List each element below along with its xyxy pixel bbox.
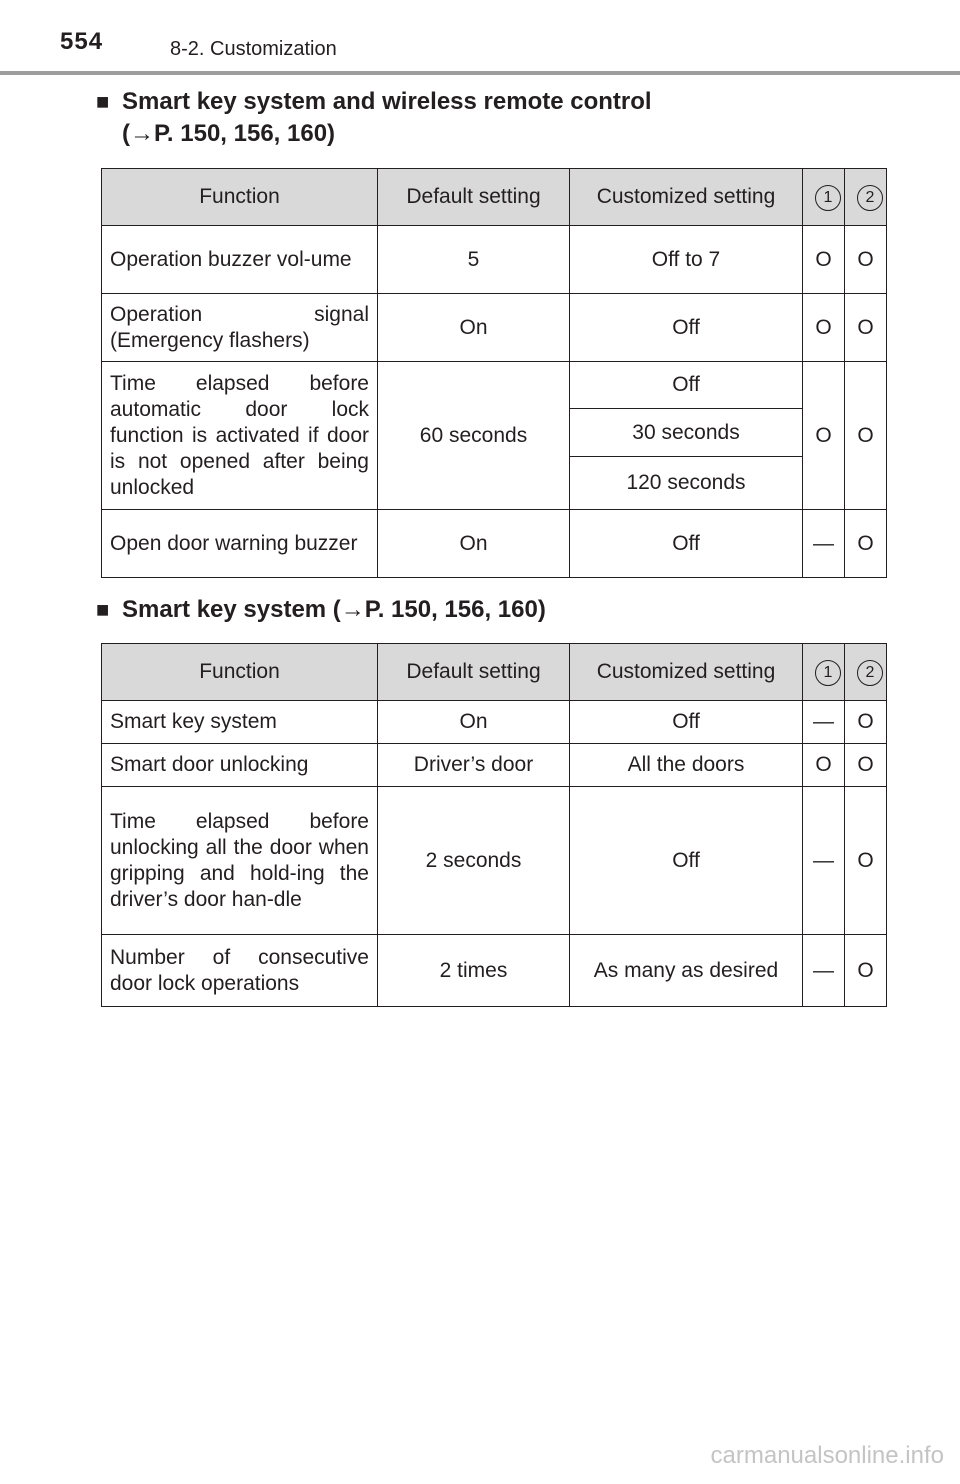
- row-function: Smart key system: [102, 701, 378, 744]
- row-col-2: O: [845, 787, 887, 935]
- smart-key-settings-table: [101, 643, 887, 1007]
- table-row: [102, 362, 887, 409]
- row-function: Number of consecutive door lock operations: [102, 935, 378, 1007]
- table-row: [102, 787, 887, 935]
- row-function: Operation buzzer vol-ume: [102, 226, 378, 294]
- circled-two-icon: 2: [857, 185, 883, 211]
- chapter-title: 8-2. Customization: [170, 38, 337, 60]
- row-default: On: [378, 294, 570, 362]
- row-default: On: [378, 510, 570, 578]
- row-col-1: —: [803, 787, 845, 935]
- section-title: Smart key system (: [122, 596, 341, 623]
- row-custom-option: 120 seconds: [570, 457, 803, 510]
- table-row: [102, 294, 887, 362]
- remote-settings-table: [101, 168, 887, 578]
- row-function: Open door warning buzzer: [102, 510, 378, 578]
- row-col-1: —: [803, 701, 845, 744]
- table-row: [102, 744, 887, 787]
- row-col-1: O: [803, 744, 845, 787]
- row-custom: Off to 7: [570, 226, 803, 294]
- square-bullet-icon: ■: [96, 597, 110, 622]
- header-default: Default setting: [378, 644, 570, 701]
- circled-two-icon: 2: [857, 660, 883, 686]
- row-col-1: O: [803, 226, 845, 294]
- row-default: 2 seconds: [378, 787, 570, 935]
- row-function: Operation signal (Emergency flashers): [102, 294, 378, 362]
- row-function: Smart door unlocking: [102, 744, 378, 787]
- row-custom-option: Off: [570, 362, 803, 409]
- header-customized: Customized setting: [570, 169, 803, 226]
- page-reference[interactable]: P. 150, 156, 160): [364, 596, 546, 623]
- header-rule: [0, 71, 960, 75]
- row-col-2: O: [845, 744, 887, 787]
- row-default: On: [378, 701, 570, 744]
- row-custom: Off: [570, 294, 803, 362]
- table-row: [102, 226, 887, 294]
- square-bullet-icon: ■: [96, 89, 110, 114]
- header-function: Function: [102, 169, 378, 226]
- table-row: [102, 701, 887, 744]
- row-col-1: O: [803, 362, 845, 510]
- row-default: 2 times: [378, 935, 570, 1007]
- row-col-2: O: [845, 362, 887, 510]
- arrow-icon: →: [340, 596, 365, 623]
- arrow-icon: →: [130, 120, 154, 147]
- page-reference[interactable]: P. 150, 156, 160): [154, 120, 336, 147]
- table-header-row: [102, 644, 887, 701]
- table-row: [102, 935, 887, 1007]
- row-function: Time elapsed before unlocking all the door when gripping and hold-ing the driver’s door han-dle: [102, 787, 378, 935]
- section-heading-smart-key: [96, 594, 546, 626]
- row-col-2: O: [845, 294, 887, 362]
- row-custom: All the doors: [570, 744, 803, 787]
- header-customized: Customized setting: [570, 644, 803, 701]
- header-default: Default setting: [378, 169, 570, 226]
- row-col-2: O: [845, 510, 887, 578]
- row-col-1: O: [803, 294, 845, 362]
- section-title: Smart key system and wireless remote control: [122, 88, 652, 115]
- table-header-row: [102, 169, 887, 226]
- page-number: 554: [60, 28, 104, 55]
- header-col-2: [845, 644, 887, 701]
- row-custom: Off: [570, 510, 803, 578]
- header-col-1: [803, 644, 845, 701]
- header-col-2: [845, 169, 887, 226]
- row-col-1: —: [803, 935, 845, 1007]
- table-row: [102, 510, 887, 578]
- circled-one-icon: 1: [815, 185, 841, 211]
- row-function: Time elapsed before automatic door lock function is activated if door is not opened after being unlocked: [102, 362, 378, 510]
- row-custom: Off: [570, 787, 803, 935]
- watermark: carmanualsonline.info: [710, 1442, 944, 1469]
- row-custom: As many as desired: [570, 935, 803, 1007]
- row-default: 60 seconds: [378, 362, 570, 510]
- row-default: 5: [378, 226, 570, 294]
- row-col-2: O: [845, 701, 887, 744]
- row-custom: Off: [570, 701, 803, 744]
- row-col-1: —: [803, 510, 845, 578]
- circled-one-icon: 1: [815, 660, 841, 686]
- row-col-2: O: [845, 226, 887, 294]
- header-col-1: [803, 169, 845, 226]
- row-custom-option: 30 seconds: [570, 409, 803, 457]
- header-function: Function: [102, 644, 378, 701]
- section-heading-remote: ■ Smart key system and wireless remote control (→P. 150, 156, 160): [96, 88, 652, 147]
- row-col-2: O: [845, 935, 887, 1007]
- row-default: Driver’s door: [378, 744, 570, 787]
